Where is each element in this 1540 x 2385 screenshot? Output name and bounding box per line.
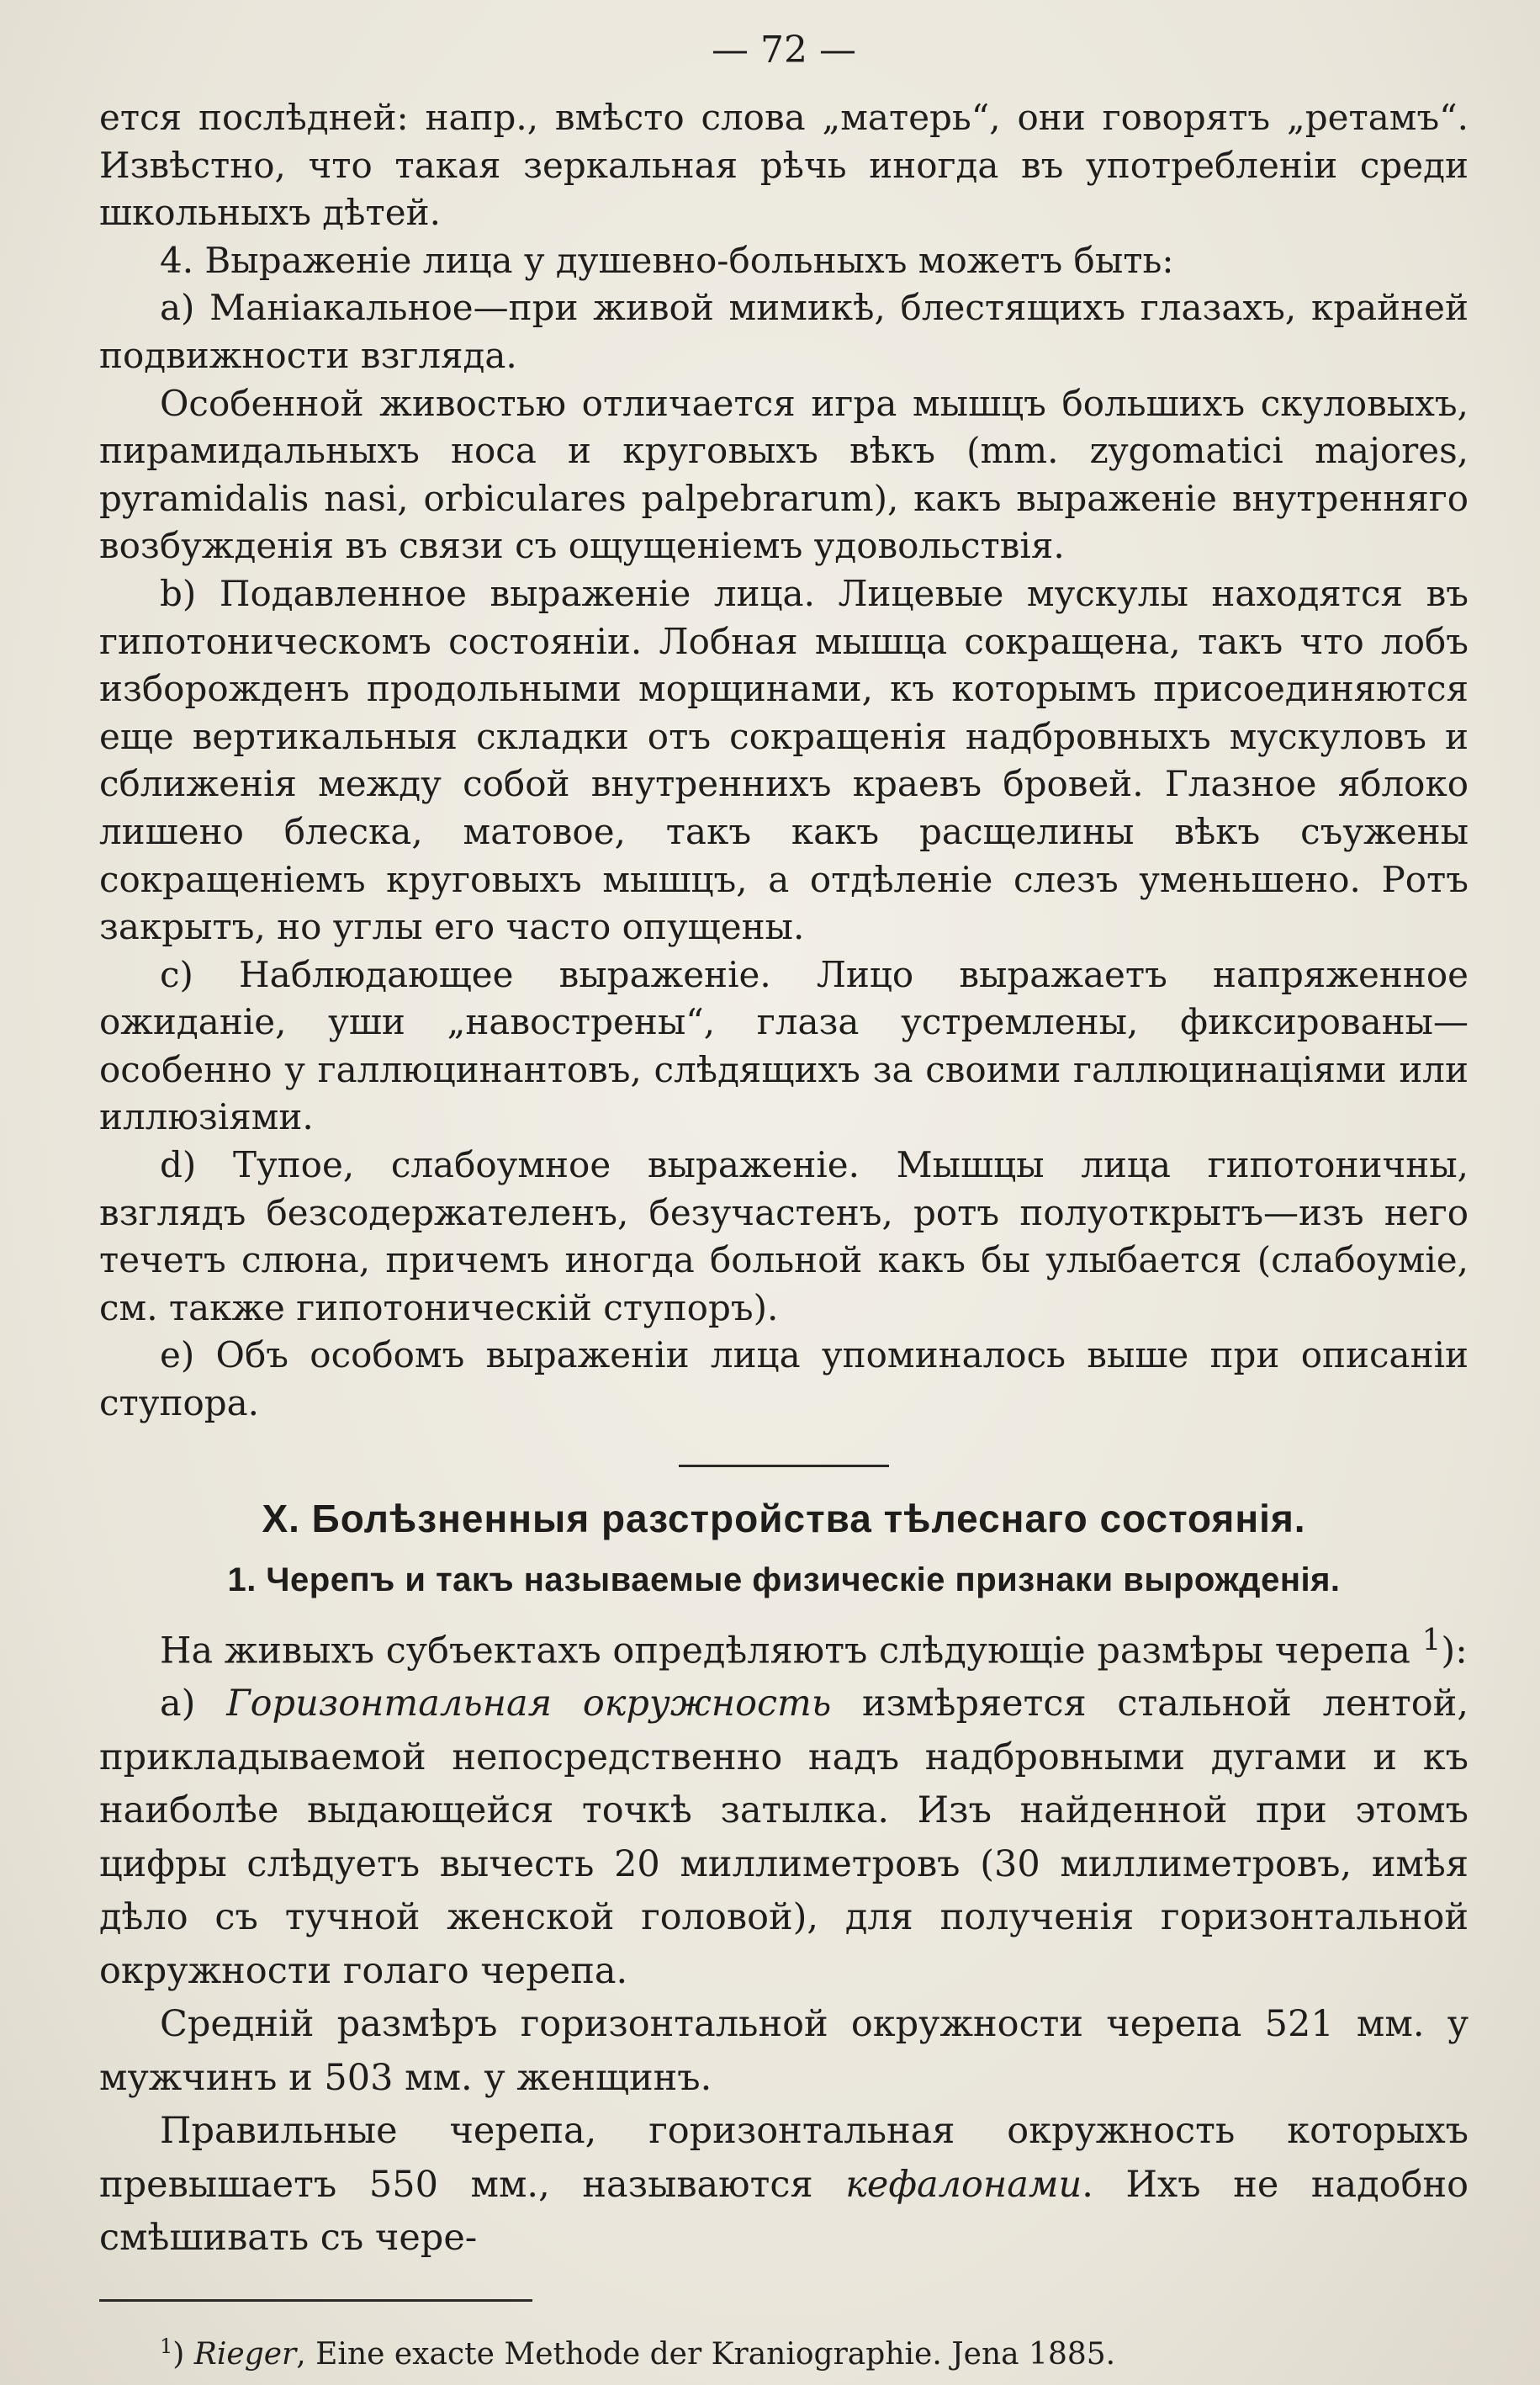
page-content bbox=[99, 24, 1469, 2376]
paragraph-skull-measurements bbox=[99, 1614, 1469, 1678]
term-kephalones: кефалонами bbox=[845, 2163, 1082, 2206]
paragraph-depressed-expression: b) Подавленное выраженіе лица. Лицевые мускулы находятся въ гипотоническомъ состояніи. Лобная мышца сокращена, такъ что лобъ изборожденъ продольными морщинами, къ которымъ присоединяются еще вертикальныя складки отъ сокращенія надбровныхъ мускуловъ и сближенія между собой внутреннихъ краевъ бровей. Глазное яблоко лишено блеска, матовое, такъ какъ расщелины вѣкъ съужены сокращеніемъ круговыхъ мышцъ, а отдѣленіе слезъ уменьшено. Ротъ закрытъ, но углы его часто опущены. bbox=[99, 572, 1469, 948]
footnote bbox=[99, 2325, 1469, 2376]
intro-tail: ): bbox=[1441, 1629, 1468, 1672]
footnote-author: Rieger bbox=[193, 2336, 297, 2372]
footnote-paren: ) bbox=[172, 2336, 194, 2372]
paragraph-dull-expression: d) Тупое, слабоумное выраженіе. Мышцы лица гипотоничны, взглядъ безсодержателенъ, безучастенъ, ротъ полуоткрытъ—изъ него течетъ слюна, причемъ иногда больной какъ бы улыбается (слабоуміе, см. также гипотоническій ступоръ). bbox=[99, 1144, 1469, 1328]
paragraph-stupor-reference: e) Объ особомъ выраженіи лица упоминалось выше при описаніи ступора. bbox=[99, 1334, 1469, 1424]
kephalones-tail: . Ихъ не надобно смѣшивать съ чере- bbox=[99, 2163, 1469, 2260]
term-horizontal-circumference: Горизонтальная окружность bbox=[226, 1683, 832, 1725]
skull-section-body bbox=[99, 1614, 1469, 2266]
section-heading: X. Болѣзненныя разстройства тѣлеснаго состоянія. bbox=[262, 1496, 1306, 1540]
paragraph-mean-size: Средній размѣръ горизонтальной окружности черепа 521 мм. у мужчинъ и 503 мм. у женщинъ. bbox=[99, 2003, 1469, 2099]
section-divider bbox=[679, 1465, 889, 1467]
circumference-text: измѣряется стальной лентой, прикладываемой непосредственно надъ надбровными дугами и къ наиболѣе выдающейся точкѣ затылка. Изъ найденной при этомъ цифры слѣдуетъ вычесть 20 миллиметровъ (30 миллиметровъ, имѣя дѣло съ тучной женской головой), для полученія горизонтальной окружности голаго черепа. bbox=[99, 1683, 1469, 1992]
page-number: — 72 — bbox=[712, 29, 856, 72]
paragraph-observing-expression: c) Наблюдающее выраженіе. Лицо выражаетъ напряженное ожиданіе, уши „навострены“, глаза устремлены, фиксированы—особенно у галлюцинантовъ, слѣдящихъ за своими галлюцинаціями или иллюзіями. bbox=[99, 953, 1469, 1138]
paragraph-manic-expression: a) Маніакальное—при живой мимикѣ, блестящихъ глазахъ, крайней подвижности взгляда. bbox=[99, 287, 1469, 376]
paragraph-horizontal-circumference bbox=[99, 1677, 1469, 1998]
footnote-reference[interactable]: 1 bbox=[1421, 1622, 1442, 1657]
kephalones-text: Правильные черепа, горизонтальная окружность которыхъ превышаетъ 550 мм., называются bbox=[99, 2110, 1469, 2206]
paragraph-mirror-speech: ется послѣдней: напр., вмѣсто слова „матерь“, они говорятъ „ретамъ“. Извѣстно, что такая зеркальная рѣчь иногда въ употребленіи среди школьныхъ дѣтей. bbox=[99, 97, 1469, 234]
subsection-heading: 1. Черепъ и такъ называемые физическіе признаки вырожденія. bbox=[227, 1561, 1341, 1598]
item-label: a) bbox=[160, 1683, 227, 1725]
footnote-mark: 1 bbox=[160, 2334, 173, 2358]
intro-text: На живыхъ субъектахъ опредѣляютъ слѣдующіе размѣры черепа bbox=[160, 1629, 1410, 1672]
paragraph-kephalones bbox=[99, 2105, 1469, 2266]
footnote-divider bbox=[99, 2299, 532, 2302]
footnote-citation: , Eine exacte Methode der Kraniographie. Jena 1885. bbox=[296, 2336, 1116, 2372]
paragraph-facial-expression-intro: 4. Выраженіе лица у душевно-больныхъ можетъ быть: bbox=[160, 239, 1174, 281]
paragraph-manic-muscles: Особенной живостью отличается игра мышцъ большихъ скуловыхъ, пирамидальныхъ носа и круговыхъ вѣкъ (mm. zygomatici majores, pyramidalis nasi, orbiculares palpebrarum), какъ выраженіе внутренняго возбужденія въ связи съ ощущеніемъ удовольствія. bbox=[99, 382, 1469, 567]
